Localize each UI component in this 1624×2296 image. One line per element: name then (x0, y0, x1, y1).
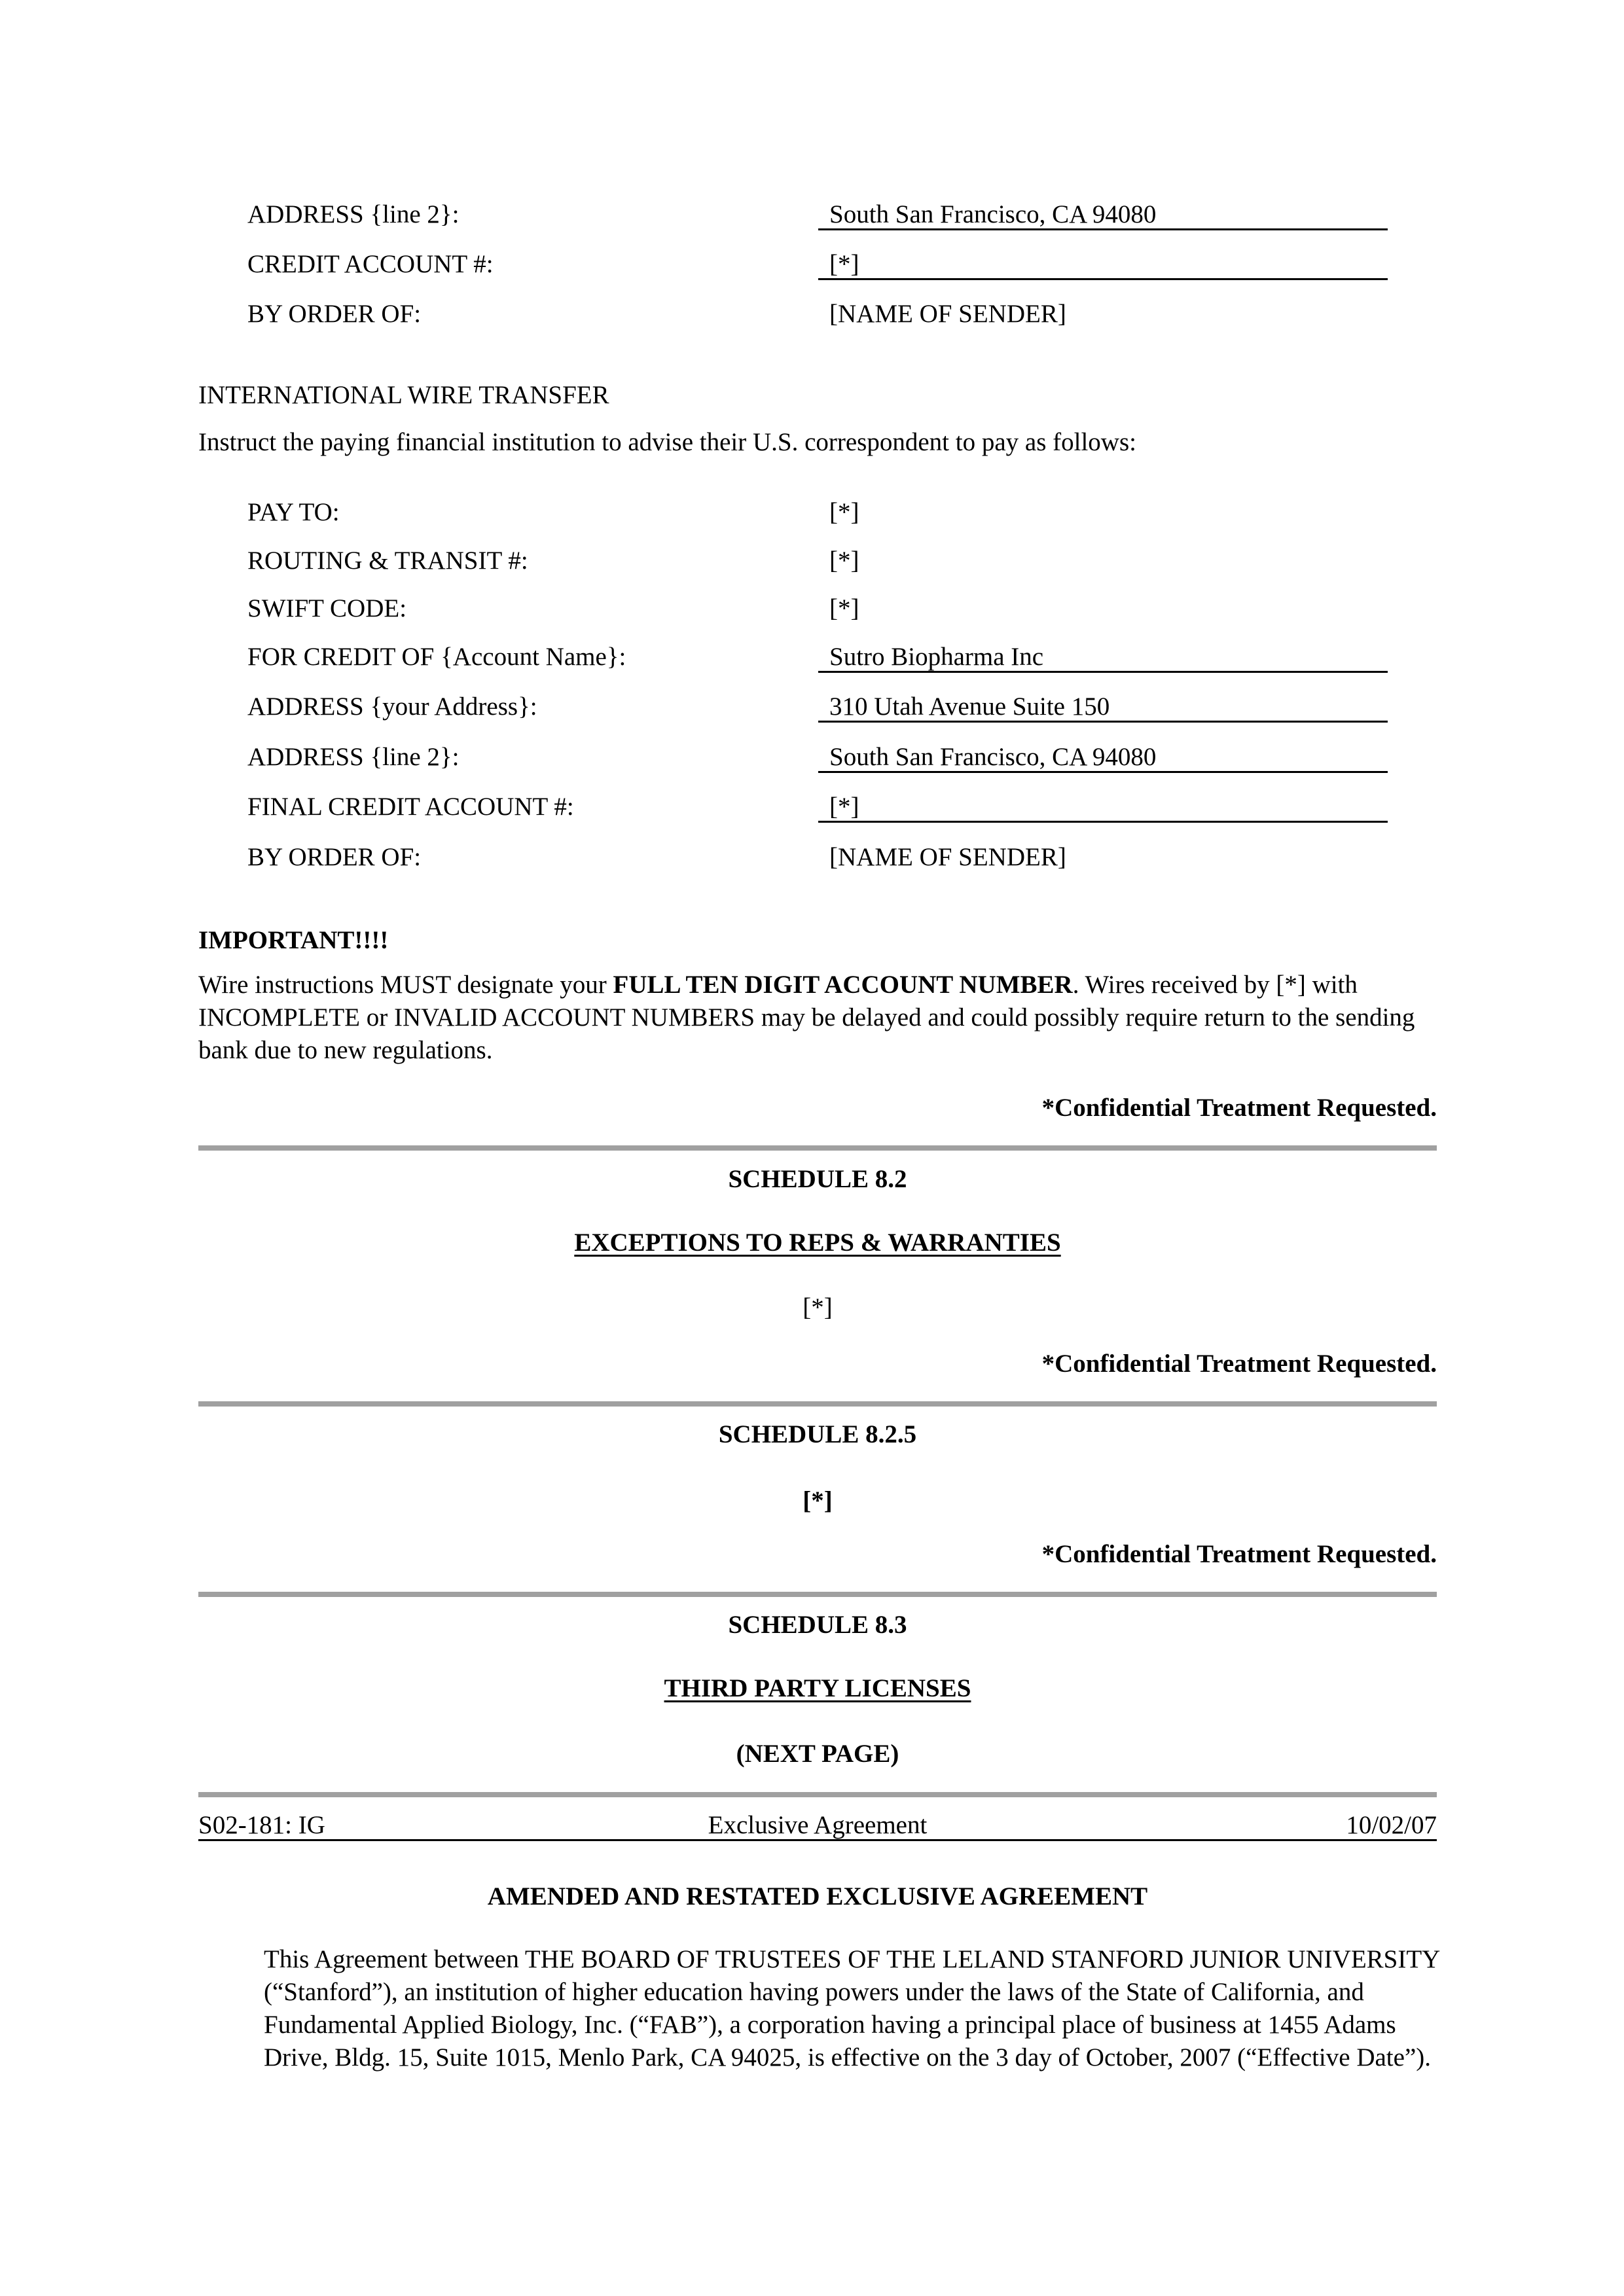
field-value: [*] (829, 547, 859, 575)
doc-header-center: Exclusive Agreement (708, 1811, 928, 1839)
section-divider (198, 1401, 1437, 1407)
doc-header-right: 10/02/07 (1346, 1811, 1437, 1839)
schedule-title: SCHEDULE 8.2.5 (718, 1420, 917, 1448)
agreement-body: This Agreement between THE BOARD OF TRUSTEES OF THE LELAND STANFORD JUNIOR UNIVERSITY (“Stanford”), an institution of higher education having powers under the laws of the State of California, and Fundamental Applied Biology, Inc. (“FAB”), a corporation having a principal place of business at 1455 Adams Drive, Bldg. 15, Suite 1015, Menlo Park, CA 94025, is effective on the 3 day of October, 2007 (“Effective Date”). (264, 1945, 1439, 2072)
field-value: [*] (829, 498, 859, 526)
schedule-subtitle-text: EXCEPTIONS TO REPS & WARRANTIES (574, 1229, 1061, 1257)
field-label: SWIFT CODE: (247, 594, 407, 622)
instruction-text: Instruct the paying financial institution to advise their U.S. correspondent to pay as follows: (198, 428, 1136, 456)
value-underline (818, 771, 1388, 773)
value-underline (818, 228, 1388, 230)
value-underline (818, 278, 1388, 280)
field-label: BY ORDER OF: (247, 300, 422, 328)
important-text (198, 969, 1442, 1067)
schedule-subtitle (198, 1676, 1437, 1701)
confidential-note: *Confidential Treatment Requested. (1041, 1540, 1437, 1568)
field-label: ADDRESS {your Address}: (247, 692, 537, 721)
schedule-title: SCHEDULE 8.2 (728, 1165, 907, 1193)
field-value: [*] (829, 793, 859, 821)
field-value: Sutro Biopharma Inc (829, 643, 1044, 671)
important-text-part: . Wires received by [*] with INCOMPLETE or INVALID ACCOUNT NUMBERS may be delayed and could possibly require return to the sending bank due to new regulations. (198, 971, 1415, 1064)
doc-header-left: S02-181: IG (198, 1811, 325, 1839)
section-divider (198, 1145, 1437, 1151)
field-value: South San Francisco, CA 94080 (829, 743, 1157, 771)
field-label: CREDIT ACCOUNT #: (247, 250, 494, 278)
value-underline (818, 821, 1388, 823)
field-value: South San Francisco, CA 94080 (829, 200, 1157, 228)
agreement-title: AMENDED AND RESTATED EXCLUSIVE AGREEMENT (487, 1882, 1148, 1910)
important-text-bold: FULL TEN DIGIT ACCOUNT NUMBER (613, 971, 1073, 999)
section-heading: INTERNATIONAL WIRE TRANSFER (198, 381, 609, 409)
field-value: [*] (829, 594, 859, 622)
confidential-note: *Confidential Treatment Requested. (1041, 1350, 1437, 1378)
important-text-part: Wire instructions MUST designate your (198, 971, 613, 999)
field-label: FOR CREDIT OF {Account Name}: (247, 643, 626, 671)
field-label: PAY TO: (247, 498, 340, 526)
schedule-title: SCHEDULE 8.3 (728, 1611, 907, 1639)
field-label: FINAL CREDIT ACCOUNT #: (247, 793, 574, 821)
field-label: ROUTING & TRANSIT #: (247, 547, 528, 575)
schedule-body: (NEXT PAGE) (736, 1740, 899, 1768)
schedule-body: [*] (803, 1486, 833, 1515)
value-underline (818, 721, 1388, 723)
schedule-subtitle (198, 1230, 1437, 1255)
field-value: [NAME OF SENDER] (829, 843, 1066, 871)
schedule-subtitle-text: THIRD PARTY LICENSES (664, 1674, 971, 1702)
confidential-note: *Confidential Treatment Requested. (1041, 1094, 1437, 1122)
value-underline (818, 671, 1388, 673)
schedule-body: [*] (803, 1293, 833, 1321)
section-divider (198, 1592, 1437, 1597)
field-value: 310 Utah Avenue Suite 150 (829, 692, 1110, 721)
field-label: ADDRESS {line 2}: (247, 200, 460, 228)
field-label: BY ORDER OF: (247, 843, 422, 871)
field-value: [NAME OF SENDER] (829, 300, 1066, 328)
field-value: [*] (829, 250, 859, 278)
field-label: ADDRESS {line 2}: (247, 743, 460, 771)
header-underline (198, 1839, 1437, 1841)
section-divider (198, 1792, 1437, 1797)
important-heading: IMPORTANT!!!! (198, 926, 389, 954)
